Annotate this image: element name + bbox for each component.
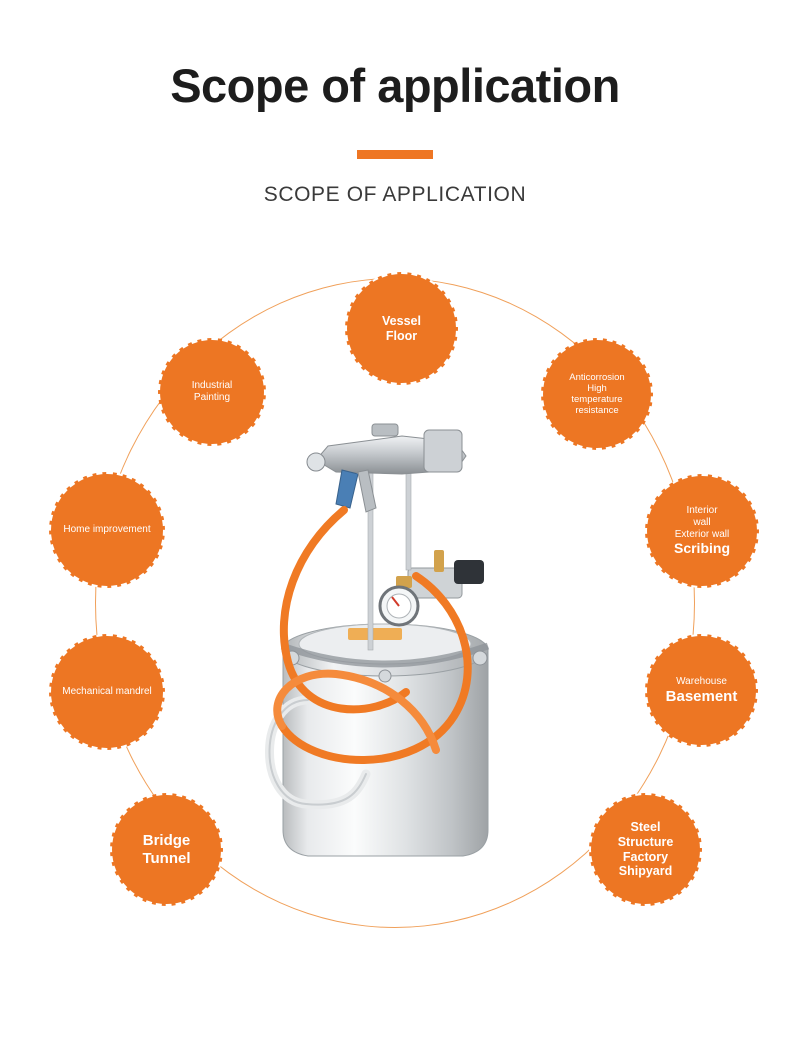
bubble-line: High [587, 382, 607, 394]
bubble-line: Floor [385, 328, 418, 343]
bubble-line: wall [693, 516, 711, 528]
title-accent-rule [357, 150, 433, 159]
bubble-bridge-tunnel[interactable] [110, 793, 223, 906]
bubble-line: Basement [665, 687, 738, 705]
bubble-line: Steel [630, 820, 661, 834]
page-title: Scope of application [170, 59, 620, 112]
bubble-interior-wall[interactable] [645, 474, 759, 588]
bubble-line: Mechanical mandrel [62, 686, 152, 698]
product-image [248, 400, 548, 920]
bubble-line: Scribing [673, 540, 730, 557]
page-subtitle: SCOPE OF APPLICATION [263, 183, 527, 206]
bubble-industrial-painting[interactable] [158, 338, 266, 446]
bubble-line: Shipyard [618, 864, 673, 879]
bubble-line: Bridge [142, 831, 191, 849]
bubble-line: Vessel [382, 313, 421, 328]
bubble-line: temperature [571, 394, 623, 405]
bubble-line: Warehouse [676, 675, 727, 687]
bubble-home-improvement[interactable] [49, 472, 165, 588]
bubble-warehouse-basement[interactable] [645, 634, 758, 747]
bubble-line: Structure [617, 834, 674, 849]
bubble-line: resistance [575, 405, 619, 417]
bubble-line: Home improvement [63, 524, 151, 536]
bubble-line: Exterior wall [674, 528, 730, 540]
bubble-line: Tunnel [142, 849, 191, 867]
bubble-line: Interior [686, 505, 718, 517]
bubble-line: Industrial [191, 380, 233, 392]
bubble-line: Painting [193, 392, 231, 403]
bubble-vessel-floor[interactable] [345, 272, 458, 385]
bubble-line: Factory [622, 849, 669, 864]
bubble-steel-structure[interactable] [589, 793, 702, 906]
bubble-line: Anticorrosion [569, 371, 625, 383]
bubble-anticorrosion[interactable] [541, 338, 653, 450]
bubble-mechanical-mandrel[interactable] [49, 634, 165, 750]
